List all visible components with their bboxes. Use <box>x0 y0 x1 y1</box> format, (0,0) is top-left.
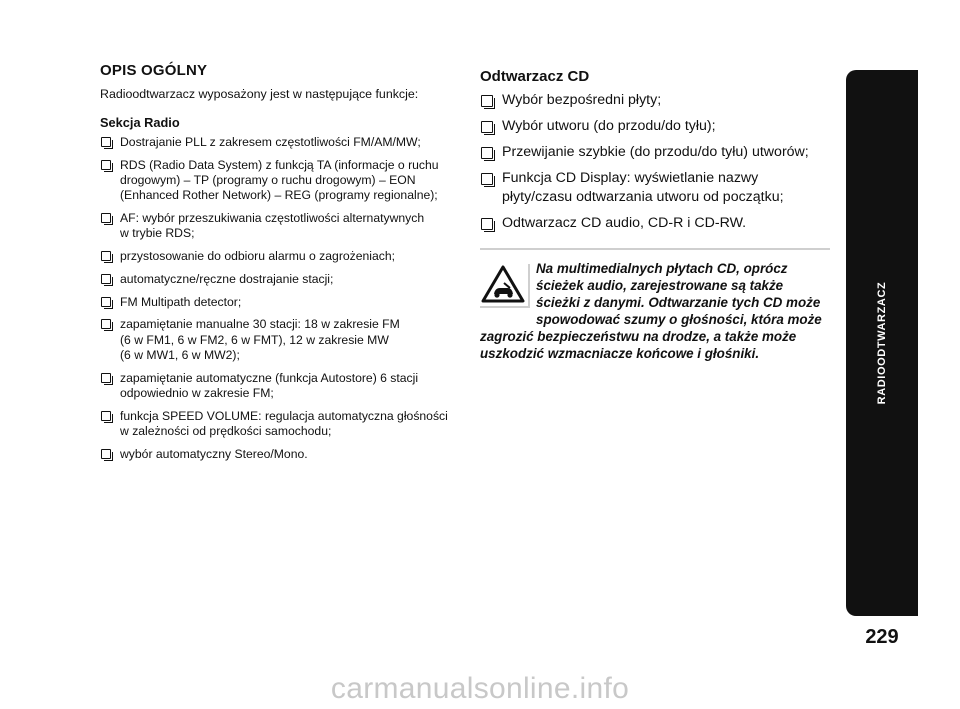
radio-list-item <box>100 135 468 150</box>
cd-list-item <box>480 143 830 162</box>
checkbox-bullet-icon <box>101 449 111 459</box>
checkbox-bullet-icon <box>101 251 111 261</box>
page-title: OPIS OGÓLNY <box>100 62 208 79</box>
radio-list-item <box>100 371 468 401</box>
checkbox-bullet-icon <box>101 319 111 329</box>
warning-text-block <box>480 260 830 362</box>
checkbox-bullet-icon <box>101 274 111 284</box>
cd-section-title: Odtwarzacz CD <box>480 68 590 85</box>
radio-item-text: zapamiętanie automatyczne (funkcja Autostore) 6 stacji odpowiednio w zakresie FM; <box>120 370 419 400</box>
checkbox-bullet-icon <box>101 160 111 170</box>
radio-list-item <box>100 317 468 363</box>
radio-item-text: funkcja SPEED VOLUME: regulacja automatyczna głośności w zależności od prędkości samochodu; <box>120 408 448 438</box>
watermark: carmanualsonline.info <box>330 672 630 705</box>
radio-item-text: RDS (Radio Data System) z funkcją TA (informacje o ruchu drogowym) – TP (programy o ruchu drogowym) – EON (Enhanced Rother Network) – REG (programy regionalne); <box>120 157 439 203</box>
radio-item-text: wybór automatyczny Stereo/Mono. <box>120 446 308 461</box>
chapter-side-tab <box>846 70 918 616</box>
radio-list-item <box>100 249 468 264</box>
checkbox-bullet-icon <box>101 137 111 147</box>
warning-triangle-car-icon <box>480 264 530 308</box>
cd-item-text: Przewijanie szybkie (do przodu/do tyłu) utworów; <box>502 144 809 160</box>
cd-item-text: Odtwarzacz CD audio, CD-R i CD-RW. <box>502 215 747 231</box>
radio-list-item <box>100 409 468 439</box>
radio-item-text: Dostrajanie PLL z zakresem częstotliwości FM/AM/MW; <box>120 135 421 149</box>
cd-list-item <box>480 169 830 207</box>
radio-list-item <box>100 272 468 287</box>
radio-item-text: zapamiętanie manualne 30 stacji: 18 w zakresie FM (6 w FM1, 6 w FM2, 6 w FMT), 12 w zakresie MW (6 w MW1, 6 w MW2); <box>120 317 400 362</box>
chapter-label: RADIOODTWARZACZ <box>876 281 888 405</box>
right-column <box>480 68 830 361</box>
warning-note <box>480 248 830 362</box>
radio-list-item <box>100 447 468 462</box>
checkbox-bullet-icon <box>481 218 493 230</box>
checkbox-bullet-icon <box>101 297 111 307</box>
radio-item-text: FM Multipath detector; <box>120 294 242 309</box>
section-title-radio: Sekcja Radio <box>100 115 180 130</box>
radio-list-item <box>100 295 468 310</box>
radio-item-text: automatyczne/ręczne dostrajanie stacji; <box>120 271 334 286</box>
radio-item-text: AF: wybór przeszukiwania częstotliwości alternatywnych w trybie RDS; <box>120 211 425 241</box>
radio-list-item <box>100 211 468 241</box>
checkbox-bullet-icon <box>481 173 493 185</box>
cd-item-text: Wybór bezpośredni płyty; <box>502 92 662 108</box>
checkbox-bullet-icon <box>101 373 111 383</box>
radio-list-item <box>100 158 468 204</box>
checkbox-bullet-icon <box>101 213 111 223</box>
left-column <box>100 62 468 469</box>
cd-feature-list <box>480 91 830 233</box>
cd-list-item <box>480 117 830 136</box>
radio-feature-list <box>100 135 468 462</box>
cd-list-item <box>480 91 830 110</box>
checkbox-bullet-icon <box>481 95 493 107</box>
cd-item-text: Wybór utworu (do przodu/do tyłu); <box>502 118 716 134</box>
cd-item-text: Funkcja CD Display: wyświetlanie nazwy płyty/czasu odtwarzania utworu od początku; <box>502 170 784 205</box>
intro-text: Radioodtwarzacz wyposażony jest w następujące funkcje: <box>100 87 419 101</box>
page-number: 229 <box>865 626 899 648</box>
checkbox-bullet-icon <box>101 411 111 421</box>
cd-list-item <box>480 214 830 233</box>
warning-text: Na multimedialnych płytach CD, oprócz ścieżek audio, zarejestrowane są także ścieżki z danymi. Odtwarzanie tych CD może spowodować szumy o głośności, która może zagrozić bezpieczeństwu na drodze, a także może uszkodzić wzmacniacze końcowe i głośniki. <box>480 261 822 361</box>
radio-item-text: przystosowanie do odbioru alarmu o zagrożeniach; <box>120 249 396 263</box>
checkbox-bullet-icon <box>481 121 493 133</box>
checkbox-bullet-icon <box>481 147 493 159</box>
